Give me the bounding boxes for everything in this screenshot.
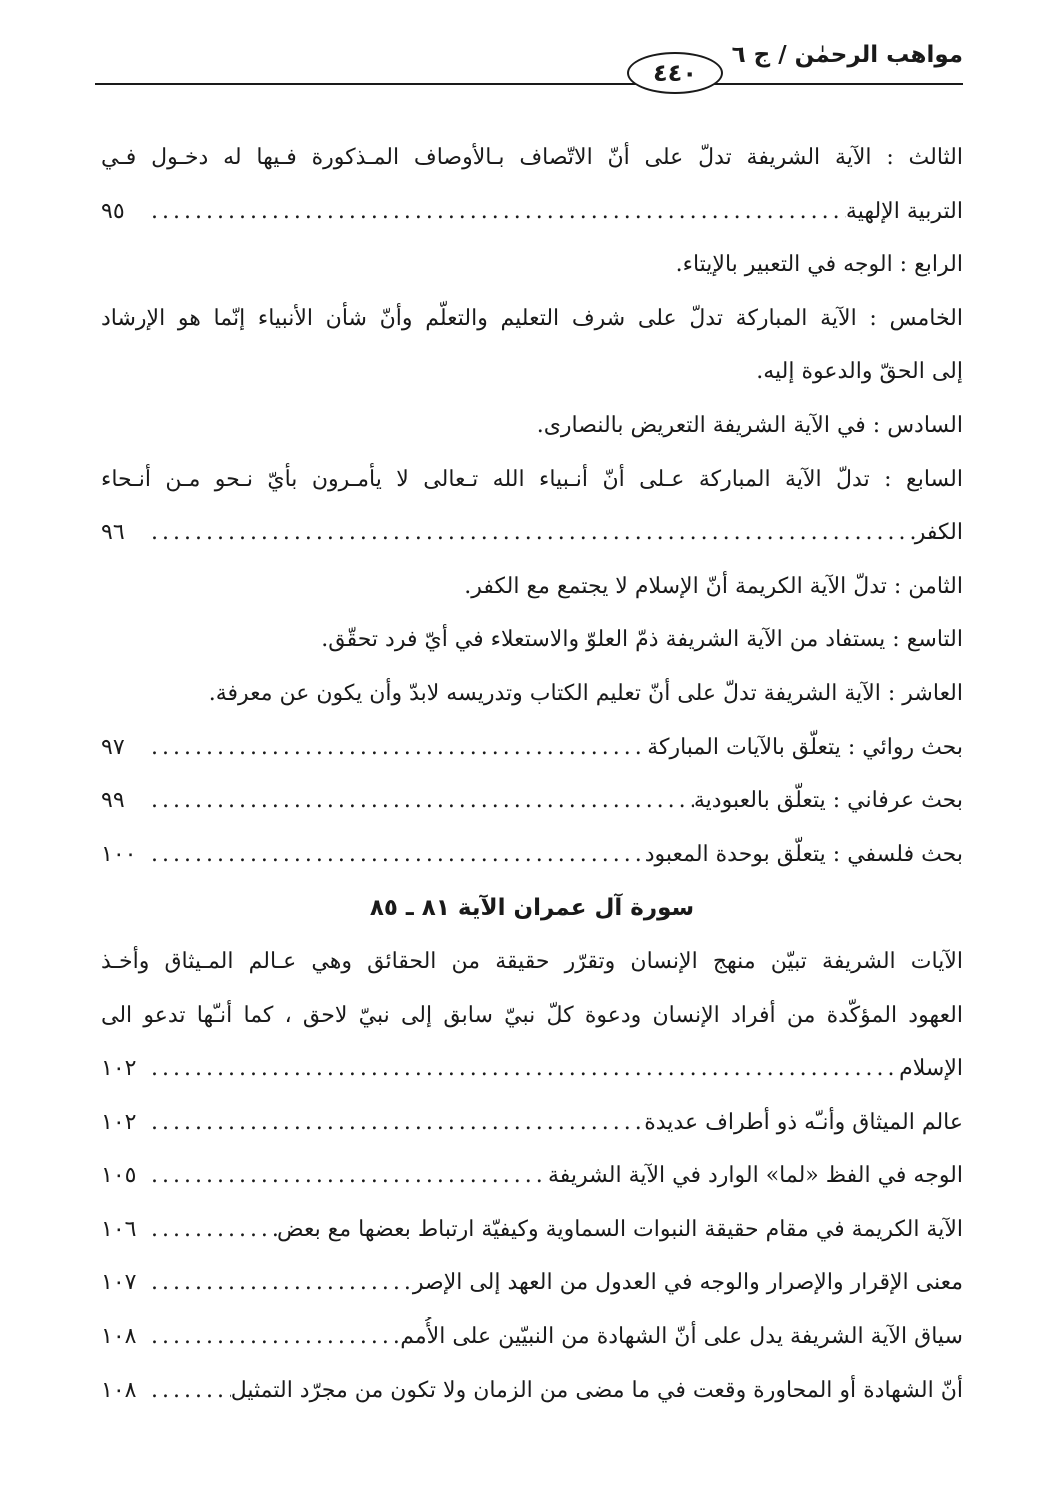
toc-text-line: السابع : تدلّ الآية المباركة عـلى أنّ أنـبياء الله تـعالى لا يأمـرون بأيّ نـحو مـن أنـحاء [101, 466, 963, 492]
header-rule [95, 83, 963, 85]
running-title: مواهب الرحمٰن / ج ٦ [731, 42, 963, 68]
dot-leader [145, 835, 645, 875]
dot-leader [145, 1210, 277, 1250]
toc-page-number: ١٠٧ [101, 1270, 137, 1296]
toc-text-line: العاشر : الآية الشريفة تدلّ على أنّ تعليم الكتاب وتدريسه لابدّ وأن يكون عن معرفة. [208, 680, 963, 706]
toc-entry [101, 1049, 963, 1103]
toc-text-line: السادس : في الآية الشريفة التعريض بالنصارى. [536, 412, 963, 438]
toc-entry-text: أنّ الشهادة أو المحاورة وقعت في ما مضى من الزمان ولا تكون من مجرّد التمثيل [230, 1377, 963, 1403]
toc-page-number: ١٠٢ [101, 1056, 137, 1082]
toc-entry-text: الكفر [914, 520, 963, 546]
dot-leader [145, 1103, 644, 1143]
toc-page-number: ١٠٨ [101, 1377, 137, 1403]
toc-page-number: ٩٧ [101, 734, 125, 760]
toc-entry [101, 192, 963, 246]
toc-entry-text: عالم الميثاق وأنـّه ذو أطراف عديدة [644, 1109, 963, 1135]
toc-text-line: الثالث : الآية الشريفة تدلّ على أنّ الاتّصاف بـالأوصاف المـذكورة فـيها له دخـول فـي [101, 145, 963, 170]
toc-text-line: العهود المؤكّدة من أفراد الإنسان ودعوة كلّ نبيّ سابق إلى نبيّ لاحق ، كما أنـّها تدعو الى [101, 1002, 963, 1028]
toc-entry [101, 781, 963, 835]
dot-leader [145, 192, 846, 232]
toc-text-line: الخامس : الآية المباركة تدلّ على شرف التعليم والتعلّم وأنّ شأن الأنبياء إنّما هو الإرشاد [101, 305, 963, 331]
dot-leader [145, 1371, 231, 1411]
toc-entry-text: التربية الإلهية [845, 198, 963, 224]
toc-entry-text: بحث عرفاني : يتعلّق بالعبودية [693, 788, 963, 814]
toc-page-number: ١٠٢ [101, 1109, 137, 1135]
toc-entry [101, 1156, 963, 1210]
toc-text-line: التاسع : يستفاد من الآية الشريفة ذمّ العلوّ والاستعلاء في أيّ فرد تحقّق. [321, 627, 963, 653]
dot-leader [145, 1049, 899, 1089]
toc-entry-text: بحث فلسفي : يتعلّق بوحدة المعبود [644, 841, 963, 867]
toc-entry [101, 728, 963, 782]
toc-entry [101, 513, 963, 567]
table-of-contents [101, 138, 963, 1424]
page-number: ٤٤٠ [627, 52, 723, 94]
toc-page-number: ١٠٨ [101, 1324, 137, 1350]
toc-entry [101, 1317, 963, 1371]
dot-leader [145, 1263, 413, 1303]
dot-leader [145, 1317, 400, 1357]
toc-entry-text: معنى الإقرار والإصرار والوجه في العدول من العهد إلى الإصر [412, 1270, 963, 1296]
toc-entry-text: سياق الآية الشريفة يدل على أنّ الشهادة من النبيّين على الأُمم [400, 1324, 963, 1350]
toc-text-line: الرابع : الوجه في التعبير بالإيتاء. [675, 252, 963, 278]
toc-text-line: الآيات الشريفة تبيّن منهج الإنسان وتقرّر حقيقة من الحقائق وهي عـالم المـيثاق وأخـذ [101, 948, 963, 974]
toc-page-number: ١٠٠ [101, 841, 137, 867]
running-header [95, 38, 963, 90]
toc-entry [101, 1103, 963, 1157]
toc-page-number: ٩٥ [101, 198, 125, 224]
toc-page-number: ١٠٥ [101, 1163, 137, 1189]
toc-entry [101, 1263, 963, 1317]
toc-page-number: ١٠٦ [101, 1216, 137, 1242]
dot-leader [145, 728, 647, 768]
toc-page-number: ٩٩ [101, 788, 125, 814]
toc-text-line: إلى الحقّ والدعوة إليه. [756, 359, 963, 385]
toc-entry-text: الوجه في الفظ «لما» الوارد في الآية الشريفة [547, 1163, 963, 1189]
toc-entry-text: الإسلام [899, 1056, 963, 1082]
toc-entry [101, 1210, 963, 1264]
section-heading: سورة آل عمران الآية ٨١ ـ ٨٥ [369, 895, 695, 922]
toc-entry [101, 835, 963, 889]
dot-leader [145, 1156, 548, 1196]
toc-entry [101, 1371, 963, 1425]
toc-text-line: الثامن : تدلّ الآية الكريمة أنّ الإسلام لا يجتمع مع الكفر. [464, 573, 963, 599]
toc-entry-text: بحث روائي : يتعلّق بالآيات المباركة [647, 734, 963, 760]
toc-entry-text: الآية الكريمة في مقام حقيقة النبوات السماوية وكيفيّة ارتباط بعضها مع بعض [277, 1216, 963, 1242]
toc-page-number: ٩٦ [101, 520, 125, 546]
dot-leader [145, 781, 694, 821]
dot-leader [145, 513, 915, 553]
